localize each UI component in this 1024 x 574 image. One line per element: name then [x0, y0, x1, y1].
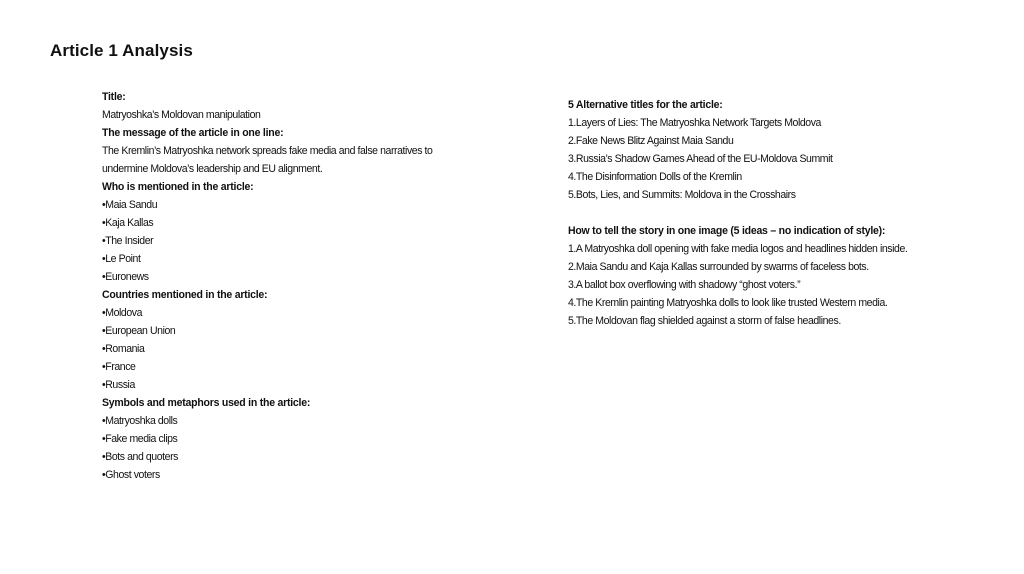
- list-item: •Russia: [102, 379, 135, 391]
- list-item: •Romania: [102, 343, 145, 355]
- message-heading: The message of the article in one line:: [102, 127, 284, 139]
- list-item: •Ghost voters: [102, 469, 160, 481]
- story-ideas-column: [568, 96, 982, 330]
- list-item: 4.The Kremlin painting Matryoshka dolls to look like trusted Western media.: [568, 297, 888, 309]
- list-item: •Moldova: [102, 307, 143, 319]
- symbols-heading: Symbols and metaphors used in the article:: [102, 397, 311, 409]
- people-heading: Who is mentioned in the article:: [102, 181, 254, 193]
- list-item: •Euronews: [102, 271, 149, 283]
- symbols-list: [102, 412, 497, 484]
- image-ideas-heading: How to tell the story in one image (5 ideas – no indication of style):: [568, 225, 886, 237]
- list-item: 5.Bots, Lies, and Summits: Moldova in the Crosshairs: [568, 189, 796, 201]
- list-item: 3.A ballot box overflowing with shadowy “ghost voters.”: [568, 279, 801, 291]
- alt-titles-list: [568, 114, 982, 204]
- list-item: 3.Russia’s Shadow Games Ahead of the EU-Moldova Summit: [568, 153, 833, 165]
- list-item: 1.Layers of Lies: The Matryoshka Network Targets Moldova: [568, 117, 821, 129]
- list-item: 5.The Moldovan flag shielded against a storm of false headlines.: [568, 315, 841, 327]
- slide-title: Article 1 Analysis: [50, 41, 193, 60]
- list-item: 2.Fake News Blitz Against Maia Sandu: [568, 135, 734, 147]
- list-item: •France: [102, 361, 136, 373]
- list-item: 2.Maia Sandu and Kaja Kallas surrounded by swarms of faceless bots.: [568, 261, 869, 273]
- list-item: •Maia Sandu: [102, 199, 158, 211]
- title-heading: Title:: [102, 91, 126, 103]
- people-list: [102, 196, 497, 286]
- list-item: •European Union: [102, 325, 176, 337]
- list-item: •Le Point: [102, 253, 141, 265]
- list-item: 4.The Disinformation Dolls of the Kremlin: [568, 171, 742, 183]
- message-line: undermine Moldova’s leadership and EU alignment.: [102, 163, 323, 175]
- list-item: •The Insider: [102, 235, 154, 247]
- image-ideas-list: [568, 240, 982, 330]
- alt-titles-heading: 5 Alternative titles for the article:: [568, 99, 723, 111]
- title-value: Matryoshka’s Moldovan manipulation: [102, 109, 261, 121]
- list-item: •Bots and quoters: [102, 451, 179, 463]
- message-line: The Kremlin’s Matryoshka network spreads fake media and false narratives to: [102, 145, 433, 157]
- list-item: •Fake media clips: [102, 433, 178, 445]
- spacer: [568, 204, 982, 222]
- countries-heading: Countries mentioned in the article:: [102, 289, 268, 301]
- list-item: •Matryoshka dolls: [102, 415, 178, 427]
- list-item: 1.A Matryoshka doll opening with fake media logos and headlines hidden inside.: [568, 243, 908, 255]
- article-details-column: [102, 88, 497, 484]
- list-item: •Kaja Kallas: [102, 217, 154, 229]
- countries-list: [102, 304, 497, 394]
